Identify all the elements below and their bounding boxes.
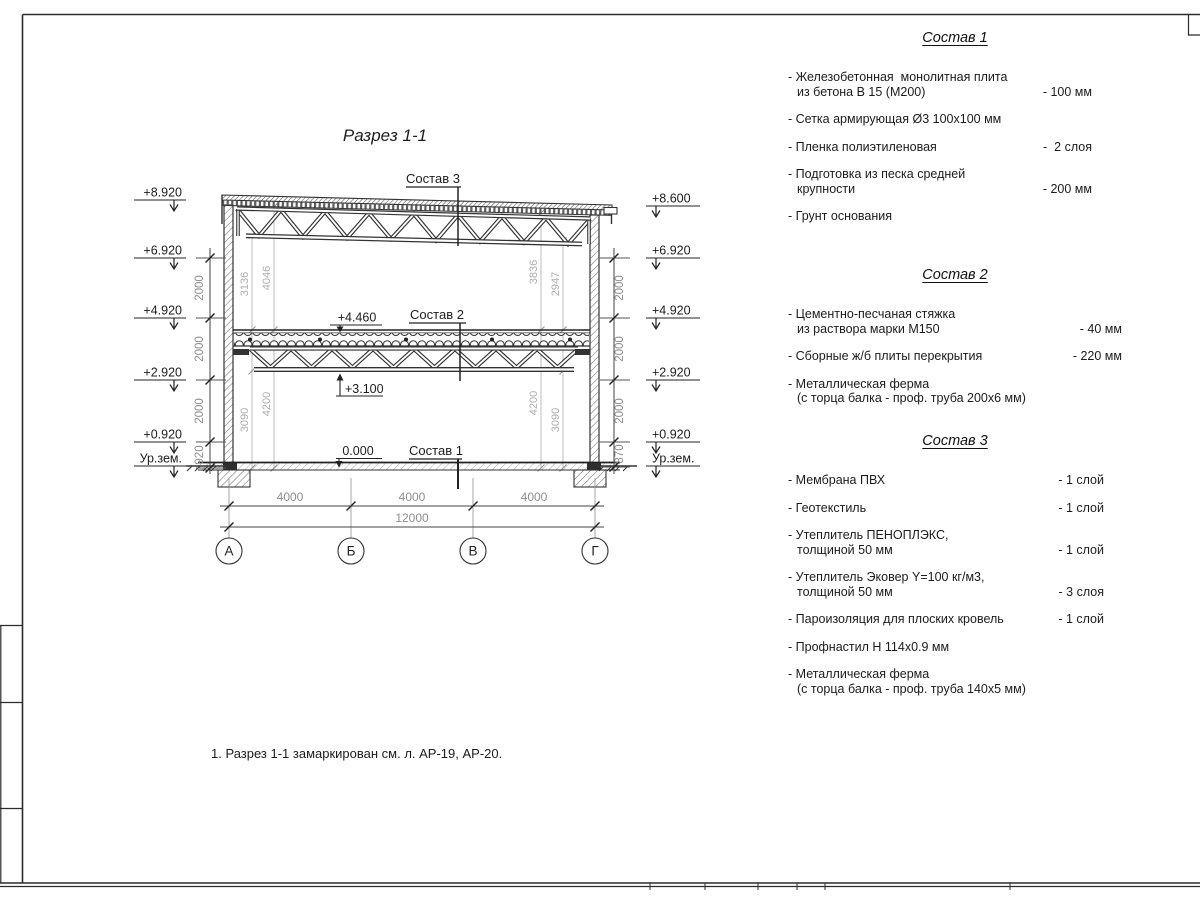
foundation-left xyxy=(218,470,250,487)
elevation-arrow-icon xyxy=(652,258,660,269)
elevation-mark xyxy=(134,186,186,212)
roof-right-edge-plate xyxy=(604,208,617,215)
drawing-title: Разрез 1-1 xyxy=(342,126,428,145)
elevation-mark xyxy=(134,304,186,330)
material-line: - Мембрана ПВХ xyxy=(788,473,886,487)
material-item xyxy=(788,473,1122,488)
material-item xyxy=(788,349,1122,364)
dim-chain-left xyxy=(194,248,226,474)
material-line: - Сетка армирующая Ø3 100х100 мм xyxy=(788,112,1002,126)
material-value: - 2 слоя xyxy=(1043,139,1092,154)
elevation-value: +0.920 xyxy=(652,427,691,442)
elevation-marks-left xyxy=(134,186,186,478)
material-value: - 100 мм xyxy=(1042,84,1092,99)
material-line: из бетона В 15 (М200) xyxy=(797,84,926,99)
composition-label-1: Состав 1 xyxy=(409,443,463,458)
material-line: из раствора марки М150 xyxy=(797,321,940,336)
material-item xyxy=(788,140,1122,155)
elevation-mark xyxy=(646,366,700,392)
ground-level-mark xyxy=(134,452,186,478)
panel-section-title: Состав 2 xyxy=(922,267,988,283)
material-item xyxy=(788,307,1122,336)
elevation-value: +4.920 xyxy=(652,303,691,318)
elevation-value: +0.920 xyxy=(143,427,182,442)
material-item xyxy=(788,167,1122,196)
elevation-mark xyxy=(134,366,186,392)
elevation-mark xyxy=(646,304,700,330)
elevation-value: +4.920 xyxy=(143,303,182,318)
elevation-value: +8.920 xyxy=(143,185,182,200)
sheet-note: 1. Разрез 1-1 замаркирован см. л. АР-19, АР-20. xyxy=(211,746,503,761)
material-item xyxy=(788,377,1122,406)
material-item xyxy=(788,570,1122,599)
composition-label-3: Состав 3 xyxy=(406,171,460,186)
panel-section-title: Состав 1 xyxy=(922,30,988,46)
level-mid-top: +4.460 xyxy=(337,310,377,325)
filing-margin-cells xyxy=(0,626,23,884)
material-item xyxy=(788,612,1122,627)
material-line: толщиной 50 мм xyxy=(797,542,893,557)
panel-section-sostav-2 xyxy=(788,267,1122,419)
chain-dim: 2000 xyxy=(194,275,206,301)
composition-label-2: Состав 2 xyxy=(410,307,464,322)
span-dim: 4000 xyxy=(520,490,548,504)
elevation-value: +6.920 xyxy=(143,243,182,258)
panel-section-sostav-3 xyxy=(788,433,1122,709)
elevation-mark xyxy=(646,428,700,454)
chain-dim: 2000 xyxy=(614,398,626,424)
material-line: толщиной 50 мм xyxy=(797,584,893,599)
dim-chain-right xyxy=(600,248,630,474)
material-line: - Утеплитель Эковер Y=100 кг/м3, xyxy=(788,570,985,584)
panel-section-title: Состав 3 xyxy=(922,433,988,449)
ground-floor xyxy=(186,463,637,488)
inner-dim: 4200 xyxy=(528,390,540,416)
material-value: - 40 мм xyxy=(1079,321,1122,336)
material-line: (с торца балка - проф. труба 200х6 мм) xyxy=(797,391,1026,405)
elevation-arrow-icon xyxy=(170,200,178,211)
axis-label: А xyxy=(224,543,234,559)
axis-label: Б xyxy=(346,543,356,559)
elevation-value: +6.920 xyxy=(652,243,691,258)
inner-dim: 4046 xyxy=(261,265,273,291)
bottom-dimensions xyxy=(216,478,608,564)
inner-dim: 3136 xyxy=(239,271,251,297)
mid-floor xyxy=(233,330,590,370)
elevation-value: +8.600 xyxy=(652,191,691,206)
elevation-arrow-icon xyxy=(652,318,660,329)
material-item xyxy=(788,640,1122,655)
roof-assembly xyxy=(222,195,617,244)
truss-bearing-left xyxy=(233,349,249,355)
right-wall xyxy=(590,215,599,463)
corner-stamp-box xyxy=(1189,15,1200,36)
material-line: - Утеплитель ПЕНОПЛЭКС, xyxy=(788,528,949,542)
ground-level-label: Ур.зем. xyxy=(652,451,695,466)
elevation-mark xyxy=(134,428,186,454)
ground-level-label: Ур.зем. xyxy=(139,451,182,466)
inner-dim: 4200 xyxy=(261,391,273,417)
elevation-arrow-icon xyxy=(652,206,660,217)
elevation-value: +2.920 xyxy=(652,365,691,380)
chain-dim: 2000 xyxy=(194,336,206,362)
material-line: - Профнастил Н 114х0.9 мм xyxy=(788,639,950,654)
axis-label: Г xyxy=(591,543,599,559)
material-value: - 1 слой xyxy=(1058,473,1104,487)
span-dim: 4000 xyxy=(276,490,304,504)
inner-dim: 3090 xyxy=(239,407,251,433)
material-line: - Пароизоляция для плоских кровель xyxy=(788,612,1004,626)
span-dim: 4000 xyxy=(398,490,426,504)
material-line: - Железобетонная монолитная плита xyxy=(788,70,1008,84)
elevation-mark xyxy=(134,244,186,270)
chain-dim: 2000 xyxy=(614,336,626,362)
material-item xyxy=(788,209,1122,224)
inner-dim: 3090 xyxy=(550,407,562,433)
material-value: - 200 мм xyxy=(1042,181,1092,196)
material-line: - Металлическая ферма xyxy=(788,376,930,391)
left-wall xyxy=(224,205,233,463)
material-item xyxy=(788,70,1122,99)
material-value: - 3 слоя xyxy=(1058,584,1104,599)
level-mid-bottom: +3.100 xyxy=(345,382,384,396)
hollow-core-slabs xyxy=(234,333,589,346)
material-value: - 220 мм xyxy=(1072,349,1122,363)
axis-bubbles xyxy=(216,538,608,564)
material-line: - Пленка полиэтиленовая xyxy=(788,139,937,154)
inner-dim: 2947 xyxy=(550,271,562,297)
elevation-arrow-icon xyxy=(652,466,660,477)
materials-panel xyxy=(788,30,1122,730)
elevation-arrow-icon xyxy=(170,380,178,391)
elevation-mark xyxy=(646,192,700,218)
elevation-arrow-icon xyxy=(170,318,178,329)
axis-label: В xyxy=(468,543,478,559)
elevation-value: +2.920 xyxy=(143,365,182,380)
elevation-marks-right xyxy=(646,192,700,478)
ground-level-mark xyxy=(646,452,700,478)
chain-dim: 920 xyxy=(194,445,206,465)
material-line: - Металлическая ферма xyxy=(788,667,930,681)
floor-truss xyxy=(233,349,590,370)
elevation-arrow-icon xyxy=(170,258,178,269)
panel-section-sostav-1 xyxy=(788,30,1122,237)
material-line: - Сборные ж/б плиты перекрытия xyxy=(788,349,983,363)
material-value: - 1 слой xyxy=(1058,500,1104,515)
chain-dim: 2000 xyxy=(614,275,626,301)
material-line: - Подготовка из песка средней xyxy=(788,167,966,181)
material-item xyxy=(788,667,1122,696)
material-line: крупности xyxy=(797,181,856,196)
truss-bearing-right xyxy=(575,349,590,355)
material-line: (с торца балка - проф. труба 140х5 мм) xyxy=(797,681,1026,696)
chain-dim: 870 xyxy=(614,444,626,464)
elevation-arrow-icon xyxy=(652,380,660,391)
foundation-right xyxy=(574,470,606,487)
elevation-mark xyxy=(646,244,700,270)
level-floor-zero: 0.000 xyxy=(342,444,374,458)
material-item xyxy=(788,528,1122,557)
material-value: - 1 слой xyxy=(1058,612,1104,626)
chain-dim: 2000 xyxy=(194,398,206,424)
material-line: - Грунт основания xyxy=(788,209,893,223)
inner-dim: 3836 xyxy=(528,259,540,285)
material-line: - Цементно-песчаная стяжка xyxy=(788,307,956,321)
material-line: - Геотекстиль xyxy=(788,500,867,515)
total-dim: 12000 xyxy=(395,511,429,525)
material-item xyxy=(788,112,1122,127)
material-value: - 1 слой xyxy=(1058,542,1104,557)
elevation-arrow-icon xyxy=(170,466,178,477)
material-item xyxy=(788,501,1122,516)
